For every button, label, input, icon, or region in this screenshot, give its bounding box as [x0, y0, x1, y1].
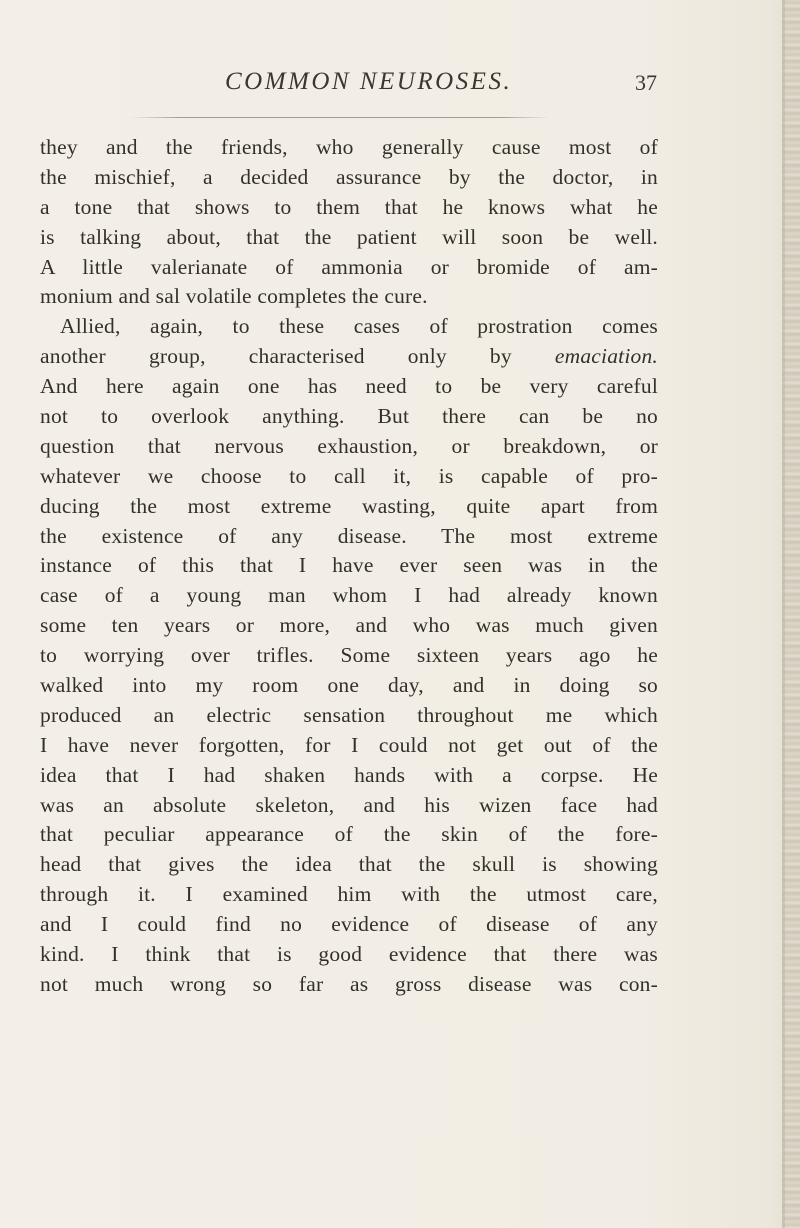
page-number: 37	[635, 70, 657, 95]
text-line-25: head that gives the idea that the skull is showing	[40, 852, 658, 877]
text-line-6: monium and sal volatile completes the cure.	[40, 284, 428, 309]
running-head-title: COMMON NEUROSES.	[225, 68, 513, 95]
text-line-8-italic: emaciation.	[554, 344, 658, 369]
text-line-21: I have never forgotten, for I could not get out of the	[40, 732, 658, 757]
text-line-11: question that nervous exhaustion, or breakdown, or	[40, 433, 658, 458]
text-line-14: the existence of any disease. The most extreme	[40, 523, 658, 548]
text-line-26: through it. I examined him with the utmost care,	[40, 882, 658, 907]
text-line-24: that peculiar appearance of the skin of the fore-	[40, 822, 658, 847]
text-line-13: ducing the most extreme wasting, quite apart from	[40, 493, 658, 518]
text-line-19: walked into my room one day, and in doing so	[40, 673, 658, 698]
text-line-1: they and the friends, who generally cause most of	[40, 135, 658, 159]
text-line-18: to worrying over trifles. Some sixteen years ago he	[40, 643, 658, 668]
text-line-15: instance of this that I have ever seen was in the	[40, 553, 658, 578]
text-line-3: a tone that shows to them that he knows what he	[40, 194, 658, 219]
header-rule	[130, 117, 550, 118]
text-line-4: is talking about, that the patient will soon be well.	[40, 224, 658, 249]
text-line-17: some ten years or more, and who was much given	[40, 613, 658, 638]
body-text	[40, 133, 658, 1000]
text-line-16: case of a young man whom I had already known	[40, 583, 658, 608]
text-line-28: kind. I think that is good evidence that there was	[40, 942, 658, 967]
text-line-7: Allied, again, to these cases of prostration comes	[60, 314, 658, 339]
text-line-12: whatever we choose to call it, is capable of pro-	[40, 463, 658, 488]
text-line-5: A little valerianate of ammonia or bromide of am-	[40, 254, 658, 279]
text-line-29: not much wrong so far as gross disease was con-	[40, 971, 658, 996]
text-line-20: produced an electric sensation throughout me which	[40, 702, 658, 727]
text-line-27: and I could find no evidence of disease of any	[40, 912, 658, 937]
page-edge-shadow	[782, 0, 800, 1228]
text-line-9: And here again one has need to be very careful	[40, 374, 658, 399]
text-line-8-roman: another group, characterised only by	[40, 344, 512, 369]
text-line-23: was an absolute skeleton, and his wizen face had	[40, 792, 658, 817]
text-line-8	[40, 342, 658, 372]
text-line-22: idea that I had shaken hands with a corpse. He	[40, 762, 658, 787]
running-head	[0, 68, 800, 108]
text-line-2: the mischief, a decided assurance by the doctor, in	[40, 164, 658, 189]
text-line-10: not to overlook anything. But there can be no	[40, 404, 658, 429]
